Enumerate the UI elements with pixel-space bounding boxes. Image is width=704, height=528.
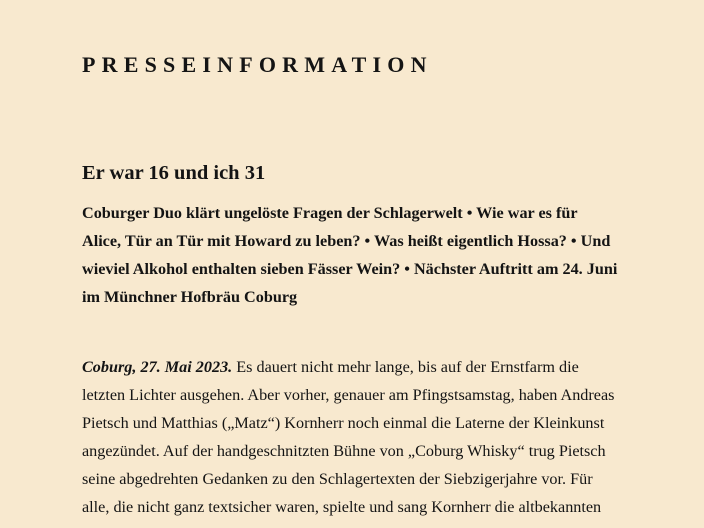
body-line: angezündet. Auf der handgeschnitzten Bühne von „Coburg Whisky“ trug Pietsch — [82, 442, 606, 460]
subheading-line: im Münchner Hofbräu Coburg — [82, 288, 298, 306]
body-line: letzten Lichter ausgehen. Aber vorher, genauer am Pfingstsamstag, haben Andreas — [82, 386, 615, 404]
dateline: Coburg, 27. Mai 2023. — [82, 358, 233, 376]
body-line: alle, die nicht ganz textsicher waren, spielte und sang Kornherr die altbekannten — [82, 498, 602, 516]
body-line — [82, 353, 642, 381]
subheading-line: wieviel Alkohol enthalten sieben Fässer Wein? • Nächster Auftritt am 24. Juni — [82, 260, 618, 278]
body-line: seine abgedrehten Gedanken zu den Schlagertexten der Siebzigerjahre vor. Für — [82, 470, 593, 488]
body-line: Pietsch und Matthias („Matz“) Kornherr noch einmal die Laterne der Kleinkunst — [82, 414, 605, 432]
subheading — [82, 199, 642, 311]
headline: Er war 16 und ich 31 — [82, 162, 266, 184]
subheading-line: Coburger Duo klärt ungelöste Fragen der Schlagerwelt • Wie war es für — [82, 204, 578, 222]
subheading-line: Alice, Tür an Tür mit Howard zu leben? • Was heißt eigentlich Hossa? • Und — [82, 232, 611, 250]
body-line-text: Es dauert nicht mehr lange, bis auf der Ernstfarm die — [232, 358, 579, 376]
press-release-kicker: PRESSEINFORMATION — [82, 52, 433, 77]
body-paragraph — [82, 353, 642, 521]
